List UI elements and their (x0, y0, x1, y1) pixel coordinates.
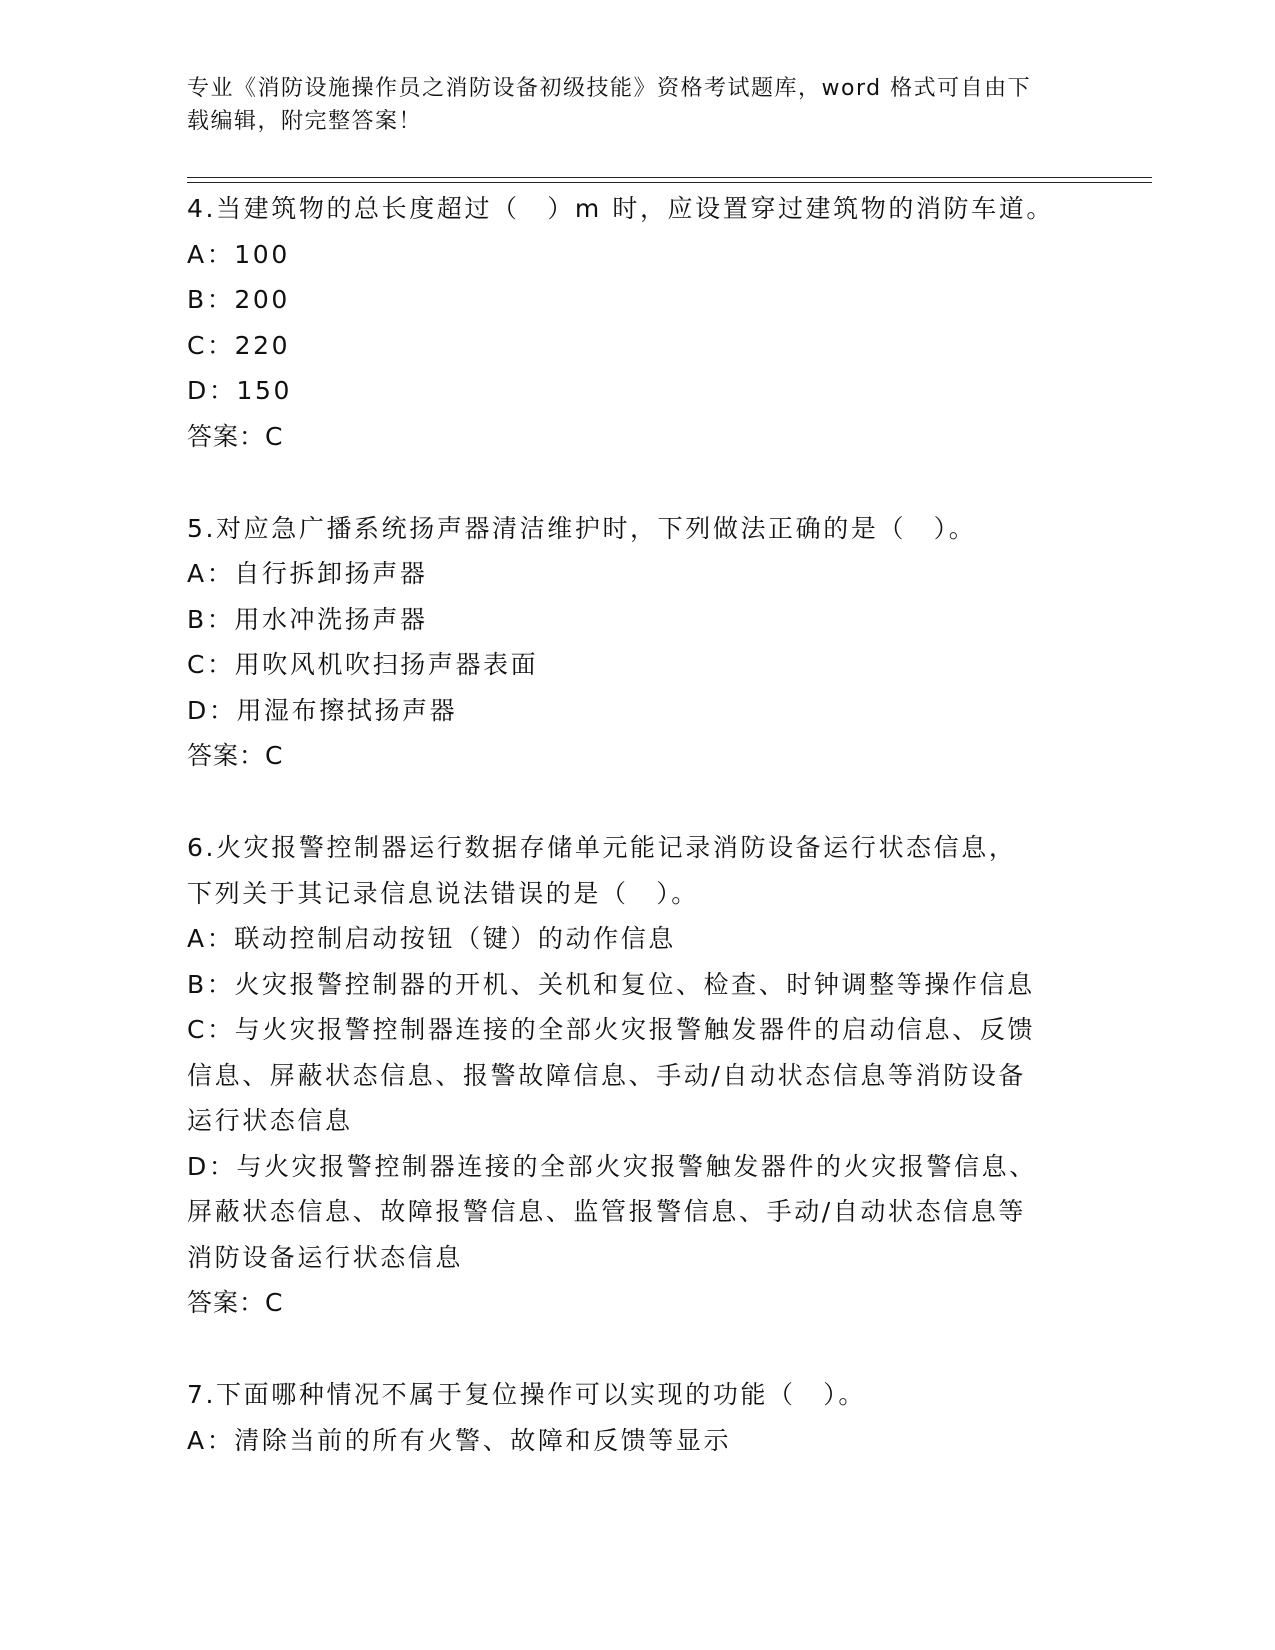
header-divider-bottom (187, 182, 1152, 183)
question-stem: 5.对应急广播系统扬声器清洁维护时，下列做法正确的是（ ）。 (187, 513, 977, 543)
option-text: 运行状态信息 (187, 1106, 353, 1135)
option-text: 消防设备运行状态信息 (187, 1242, 464, 1272)
option-text: C：与火灾报警控制器连接的全部火灾报警触发器件的启动信息、反馈 (187, 1015, 1036, 1044)
option-text: 屏蔽状态信息、故障报警信息、监管报警信息、手动/自动状态信息等 (187, 1197, 1027, 1226)
option-text: D：与火灾报警控制器连接的全部火灾报警触发器件的火灾报警信息、 (187, 1151, 1037, 1181)
question-block (187, 186, 1087, 460)
question-block (187, 825, 1087, 1326)
option-text: A：自行拆卸扬声器 (187, 559, 428, 588)
option-text: B：200 (187, 285, 290, 314)
answer-text: 答案：C (187, 1288, 284, 1317)
question-block (187, 506, 1087, 780)
option-text: A：联动控制启动按钮（键）的动作信息 (187, 924, 676, 953)
option-text: B：火灾报警控制器的开机、关机和复位、检查、时钟调整等操作信息 (187, 969, 1035, 999)
option-text: C：用吹风机吹扫扬声器表面 (187, 650, 539, 679)
header-line-1: 专业《消防设施操作员之消防设备初级技能》资格考试题库，word 格式可自由下 (187, 76, 1032, 101)
option-text: D：150 (187, 376, 292, 405)
question-list (187, 186, 1087, 1509)
option-text: B：用水冲洗扬声器 (187, 604, 428, 634)
answer-text: 答案：C (187, 421, 284, 451)
question-stem: 6.火灾报警控制器运行数据存储单元能记录消防设备运行状态信息， (187, 833, 1017, 862)
document-header (187, 72, 1087, 138)
question-stem: 下列关于其记录信息说法错误的是（ ）。 (187, 878, 699, 908)
header-line-2: 载编辑，附完整答案！ (187, 109, 423, 134)
question-stem: 4.当建筑物的总长度超过（ ）m 时，应设置穿过建筑物的消防车道。 (187, 194, 1054, 223)
option-text: 信息、屏蔽状态信息、报警故障信息、手动/自动状态信息等消防设备 (187, 1060, 1027, 1090)
question-block (187, 1372, 1087, 1463)
answer-text: 答案：C (187, 741, 284, 770)
option-text: A：100 (187, 239, 290, 269)
option-text: C：220 (187, 330, 291, 360)
header-divider-top (187, 177, 1152, 178)
option-text: D：用湿布擦拭扬声器 (187, 695, 458, 725)
option-text: A：清除当前的所有火警、故障和反馈等显示 (187, 1425, 732, 1455)
question-stem: 7.下面哪种情况不属于复位操作可以实现的功能（ ）。 (187, 1380, 866, 1409)
